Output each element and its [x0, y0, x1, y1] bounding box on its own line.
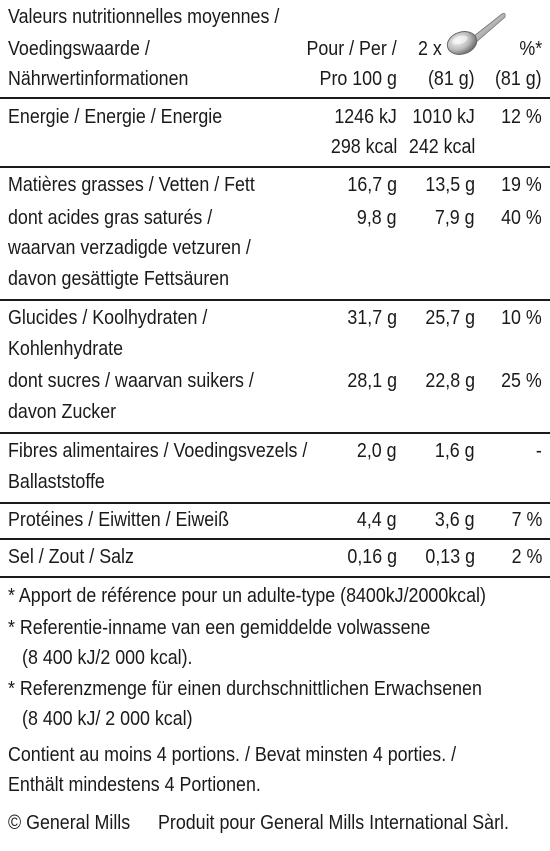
row-saturates-label-3: davon gesättigte Fettsäuren [8, 267, 230, 290]
row-protein-label: Protéines / Eiwitten / Eiweiß [8, 508, 230, 531]
portions-line-2: Enthält mindestens 4 Portionen. [8, 773, 261, 796]
row-carbs-label-1: Glucides / Koolhydraten / [8, 306, 208, 329]
divider [0, 502, 550, 504]
row-fat-ri: 19 % [501, 173, 542, 196]
row-carbs-per100: 31,7 g [347, 306, 397, 329]
divider [0, 432, 550, 434]
header-label-nl: Voedingswaarde / [8, 37, 150, 60]
row-fat-label: Matières grasses / Vetten / Fett [8, 173, 255, 196]
row-salt-per100: 0,16 g [347, 545, 397, 568]
header-label-fr: Valeurs nutritionnelles moyennes / [8, 5, 280, 28]
table-bottom-divider [0, 576, 550, 578]
row-fibre-label-1: Fibres alimentaires / Voedingsvezels / [8, 439, 308, 462]
row-energy-portion-kj: 1010 kJ [412, 105, 475, 128]
portions-line-1: Contient au moins 4 portions. / Bevat minsten 4 porties. / [8, 743, 457, 766]
row-carbs-portion: 25,7 g [425, 306, 475, 329]
col-portion-line2: (81 g) [428, 67, 475, 90]
row-sugars-per100: 28,1 g [347, 369, 397, 392]
row-protein-ri: 7 % [511, 508, 542, 531]
divider [0, 538, 550, 540]
row-sugars-portion: 22,8 g [425, 369, 475, 392]
row-saturates-per100: 9,8 g [357, 206, 397, 229]
row-saturates-label-2: waarvan verzadigde vetzuren / [8, 236, 251, 259]
row-saturates-label-1: dont acides gras saturés / [8, 206, 213, 229]
col-ri-line1: %* [519, 37, 542, 60]
row-energy-label: Energie / Energie / Energie [8, 105, 223, 128]
row-sugars-label-1: dont sucres / waarvan suikers / [8, 369, 254, 392]
spoon-icon [442, 10, 512, 58]
row-fat-per100: 16,7 g [347, 173, 397, 196]
col-ri-line2: (81 g) [495, 67, 542, 90]
row-energy-per100-kcal: 298 kcal [330, 135, 397, 158]
footnote-de-2: (8 400 kJ/ 2 000 kcal) [22, 707, 193, 730]
row-fat-portion: 13,5 g [425, 173, 475, 196]
row-saturates-ri: 40 % [501, 206, 542, 229]
footnote-de-1: * Referenzmenge für einen durchschnittlichen Erwachsenen [8, 677, 482, 700]
row-energy-ri: 12 % [501, 105, 542, 128]
row-fibre-per100: 2,0 g [357, 439, 397, 462]
footnote-fr: * Apport de référence pour un adulte-type (8400kJ/2000kcal) [8, 584, 486, 607]
col-portion-line1: 2 x [418, 37, 442, 60]
col-per-100g-line2: Pro 100 g [319, 67, 397, 90]
row-sugars-label-2: davon Zucker [8, 400, 117, 423]
copyright-producer: Produit pour General Mills International Sàrl. [158, 811, 509, 834]
row-energy-per100-kj: 1246 kJ [334, 105, 397, 128]
row-carbs-ri: 10 % [501, 306, 542, 329]
row-fibre-portion: 1,6 g [435, 439, 475, 462]
row-carbs-label-2: Kohlenhydrate [8, 337, 124, 360]
header-divider [0, 97, 550, 99]
row-protein-per100: 4,4 g [357, 508, 397, 531]
row-salt-label: Sel / Zout / Salz [8, 545, 134, 568]
footnote-nl-2: (8 400 kJ/2 000 kcal). [22, 646, 193, 669]
row-saturates-portion: 7,9 g [435, 206, 475, 229]
divider [0, 166, 550, 168]
row-salt-ri: 2 % [511, 545, 542, 568]
footnote-nl-1: * Referentie-inname van een gemiddelde volwassene [8, 616, 431, 639]
row-fibre-ri: - [536, 439, 542, 462]
header-label-de: Nährwertinformationen [8, 67, 189, 90]
row-protein-portion: 3,6 g [435, 508, 475, 531]
row-energy-portion-kcal: 242 kcal [408, 135, 475, 158]
col-per-100g-line1: Pour / Per / [306, 37, 397, 60]
row-sugars-ri: 25 % [501, 369, 542, 392]
row-fibre-label-2: Ballaststoffe [8, 470, 105, 493]
divider [0, 299, 550, 301]
copyright-brand: © General Mills [8, 811, 131, 834]
row-salt-portion: 0,13 g [425, 545, 475, 568]
